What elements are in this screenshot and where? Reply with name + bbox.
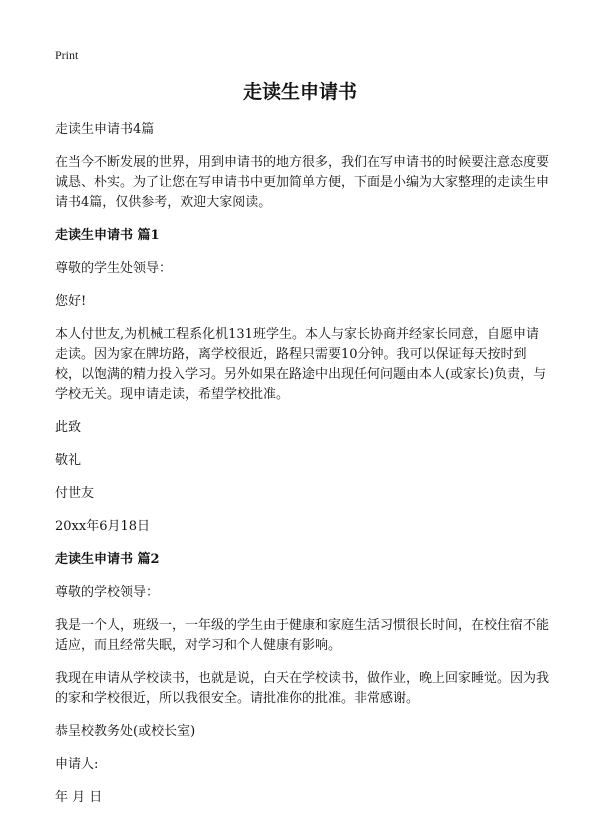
print-link[interactable]: Print xyxy=(55,48,79,62)
greeting: 您好! xyxy=(55,294,87,309)
intro-paragraph: 在当今不断发展的世界，用到申请书的地方很多，我们在写申请书的时候要注意态度要诚恳、朴实。为了让您在写申请书中更加简单方便，下面是小编为大家整理的走读生申请书4篇，仅供参考，欢迎大家阅读。 xyxy=(55,155,550,210)
applicant-label: 申请人: xyxy=(55,757,99,772)
closing-salute: 敬礼 xyxy=(55,453,82,468)
closing-line: 此致 xyxy=(55,420,82,435)
document-body xyxy=(55,120,551,821)
section-1 xyxy=(55,226,551,537)
body-paragraph: 我现在申请从学校读书，也就是说，白天在学校读书，做作业，晚上回家睡觉。因为我的家和学校很近，所以我很安全。请批准你的批准。非常感谢。 xyxy=(55,671,550,706)
salutation: 尊敬的学校领导： xyxy=(55,585,160,600)
signature-date: 20xx年6月18日 xyxy=(55,519,151,534)
body-paragraph: 我是一个人，班级一，一年级的学生由于健康和家庭生活习惯很长时间，在校住宿不能适应，而且经常失眠，对学习和个人健康有影响。 xyxy=(55,618,550,653)
page-title: 走读生申请书 xyxy=(242,81,357,103)
addressee-line: 恭呈校教务处(或校长室) xyxy=(55,724,196,739)
document-subtitle: 走读生申请书4篇 xyxy=(55,122,155,137)
salutation: 尊敬的学生处领导： xyxy=(55,261,173,276)
section-heading: 走读生申请书 篇2 xyxy=(55,552,160,567)
date-line: 年 月 日 xyxy=(55,790,103,805)
section-2 xyxy=(55,550,551,808)
signature-name: 付世友 xyxy=(55,486,95,501)
body-paragraph: 本人付世友,为机械工程系化机131班学生。本人与家长协商并经家长同意，自愿申请走读。因为家在牌坊路，离学校很近，路程只需要10分钟。我可以保证每天按时到校，以饱满的精力投入学习。另外如果在路途中出现任何问题由本人(或家长)负责，与学校无关。现申请走读，希望学校批准。 xyxy=(55,327,547,402)
section-heading: 走读生申请书 篇1 xyxy=(55,228,160,243)
